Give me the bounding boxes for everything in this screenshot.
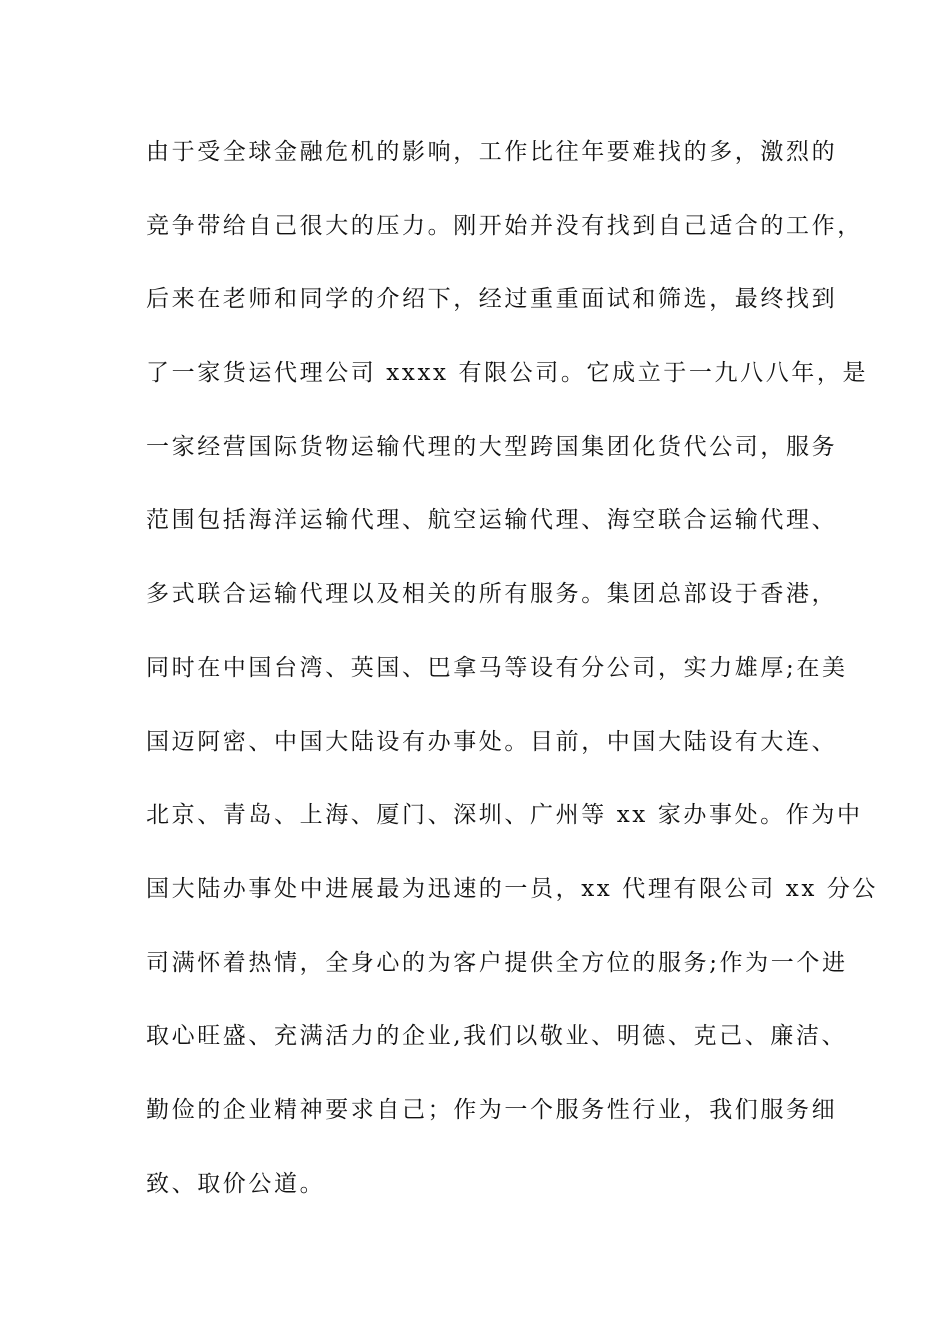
paragraph-line: 多式联合运输代理以及相关的所有服务。集团总部设于香港，	[146, 581, 838, 608]
paragraph-line: 由于受全球金融危机的影响，工作比往年要难找的多，激烈的	[146, 139, 838, 165]
paragraph-line: 北京、青岛、上海、厦门、深圳、广州等 xx 家办事处。作为中	[146, 802, 863, 829]
paragraph-line: 一家经营国际货物运输代理的大型跨国集团化货代公司，服务	[146, 433, 838, 460]
paragraph-line: 范围包括海洋运输代理、航空运输代理、海空联合运输代理、	[146, 507, 838, 534]
paragraph-line: 同时在中国台湾、英国、巴拿马等设有分公司，实力雄厚;在美	[146, 654, 848, 681]
paragraph-line: 司满怀着热情，全身心的为客户提供全方位的服务;作为一个进	[146, 949, 848, 976]
paragraph-line: 国迈阿密、中国大陆设有办事处。目前，中国大陆设有大连、	[146, 728, 838, 755]
paragraph-line: 勤俭的企业精神要求自己；作为一个服务性行业，我们服务细	[146, 1096, 838, 1123]
paragraph-line: 了一家货运代理公司 xxxx 有限公司。它成立于一九八八年，是	[146, 360, 869, 387]
paragraph-line: 国大陆办事处中进展最为迅速的一员，xx 代理有限公司 xx 分公	[146, 875, 879, 902]
paragraph-line: 致、取价公道。	[146, 1170, 326, 1197]
paragraph-line: 取心旺盛、充满活力的企业,我们以敬业、明德、克己、廉洁、	[146, 1023, 848, 1050]
paragraph-line: 竞争带给自己很大的压力。刚开始并没有找到自己适合的工作，	[146, 212, 863, 239]
paragraph-line: 后来在老师和同学的介绍下，经过重重面试和筛选，最终找到	[146, 286, 838, 313]
body-paragraph	[146, 132, 879, 1237]
